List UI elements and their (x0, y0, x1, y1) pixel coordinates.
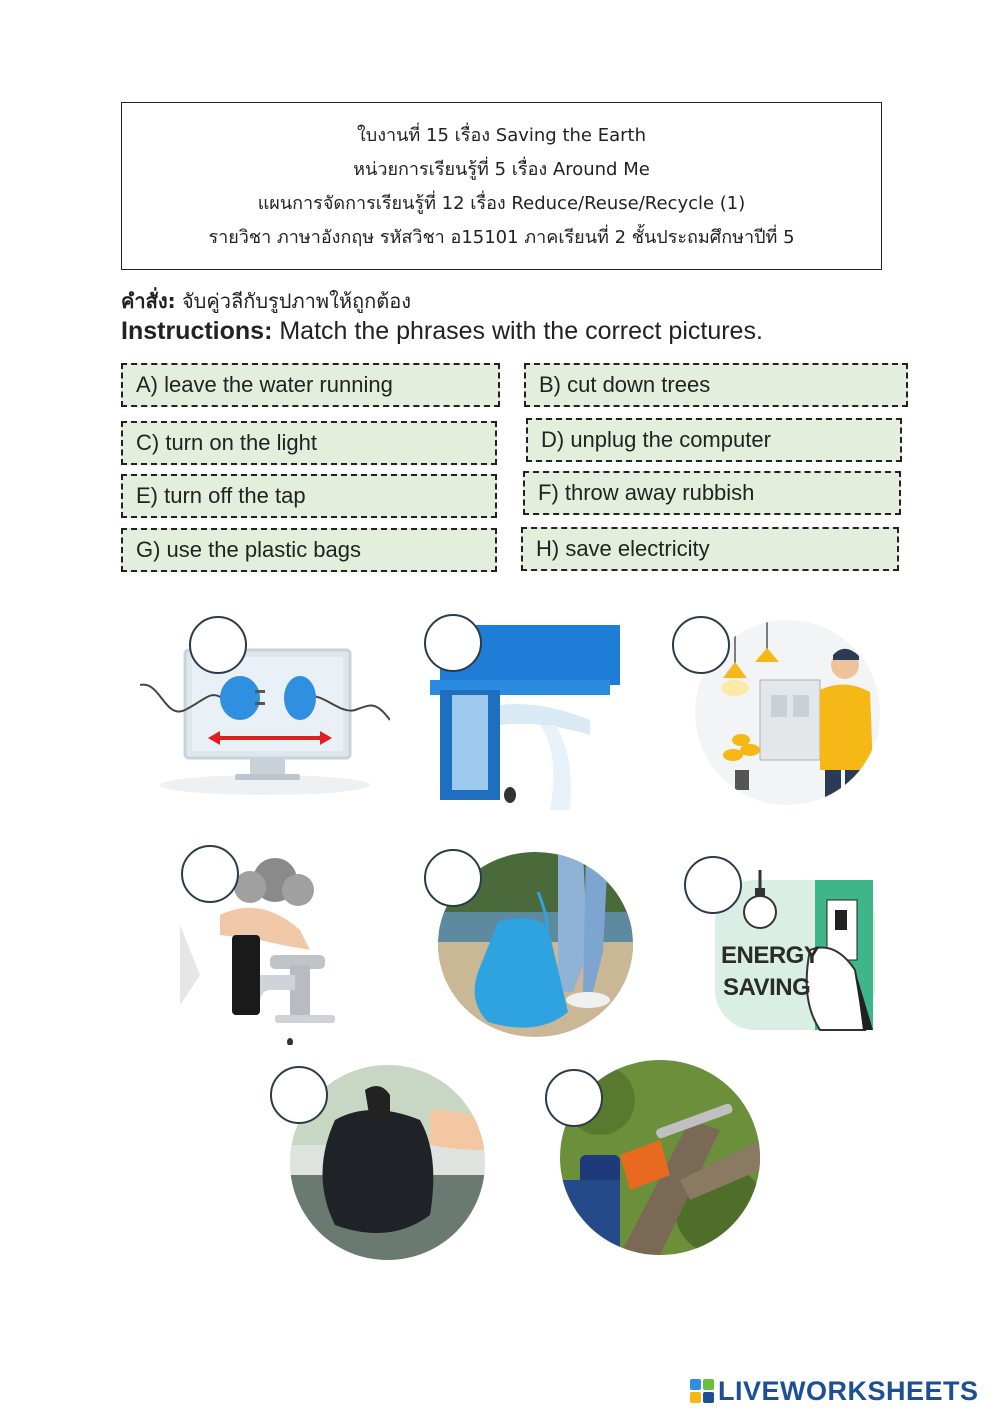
energy-saving-line-1: ENERGY (721, 942, 820, 969)
answer-circle-7[interactable] (270, 1066, 328, 1124)
liveworksheets-logo-icon (690, 1379, 714, 1403)
phrase-f[interactable]: F) throw away rubbish (523, 471, 901, 515)
answer-circle-8[interactable] (545, 1069, 603, 1127)
phrase-a[interactable]: A) leave the water running (121, 363, 500, 407)
thai-command (121, 285, 411, 317)
header-line-unit: หน่วยการเรียนรู้ที่ 5 เรื่อง Around Me (353, 158, 650, 180)
answer-circle-6[interactable] (684, 856, 742, 914)
header-line-course: รายวิชา ภาษาอังกฤษ รหัสวิชา อ15101 ภาคเรียนที่ 2 ชั้นประถมศึกษาปีที่ 5 (208, 226, 795, 248)
instructions-label: Instructions: (121, 317, 273, 345)
instructions-text: Match the phrases with the correct pictures. (272, 317, 763, 345)
phrase-d[interactable]: D) unplug the computer (526, 418, 902, 462)
answer-circle-3[interactable] (672, 616, 730, 674)
instructions (121, 317, 763, 346)
thai-command-text: จับคู่วลีกับรูปภาพให้ถูกต้อง (175, 289, 412, 313)
answer-circle-1[interactable] (189, 616, 247, 674)
liveworksheets-logo (690, 1374, 979, 1408)
phrase-g[interactable]: G) use the plastic bags (121, 528, 497, 572)
phrase-b[interactable]: B) cut down trees (524, 363, 908, 407)
phrase-c[interactable]: C) turn on the light (121, 421, 497, 465)
liveworksheets-logo-text: LIVEWORKSHEETS (718, 1375, 979, 1406)
picture-unplug-computer (140, 630, 390, 800)
phrase-e[interactable]: E) turn off the tap (121, 474, 497, 518)
answer-circle-5[interactable] (424, 849, 482, 907)
worksheet-header (121, 102, 882, 270)
answer-circle-4[interactable] (181, 845, 239, 903)
thai-command-label: คำสั่ง: (121, 289, 176, 313)
header-line-plan: แผนการจัดการเรียนรู้ที่ 12 เรื่อง Reduce/Reuse/Recycle (1) (257, 192, 746, 214)
answer-circle-2[interactable] (424, 614, 482, 672)
phrase-h[interactable]: H) save electricity (521, 527, 899, 571)
energy-saving-line-2: SAVING (723, 974, 811, 1001)
header-line-title: ใบงานที่ 15 เรื่อง Saving the Earth (357, 124, 646, 146)
